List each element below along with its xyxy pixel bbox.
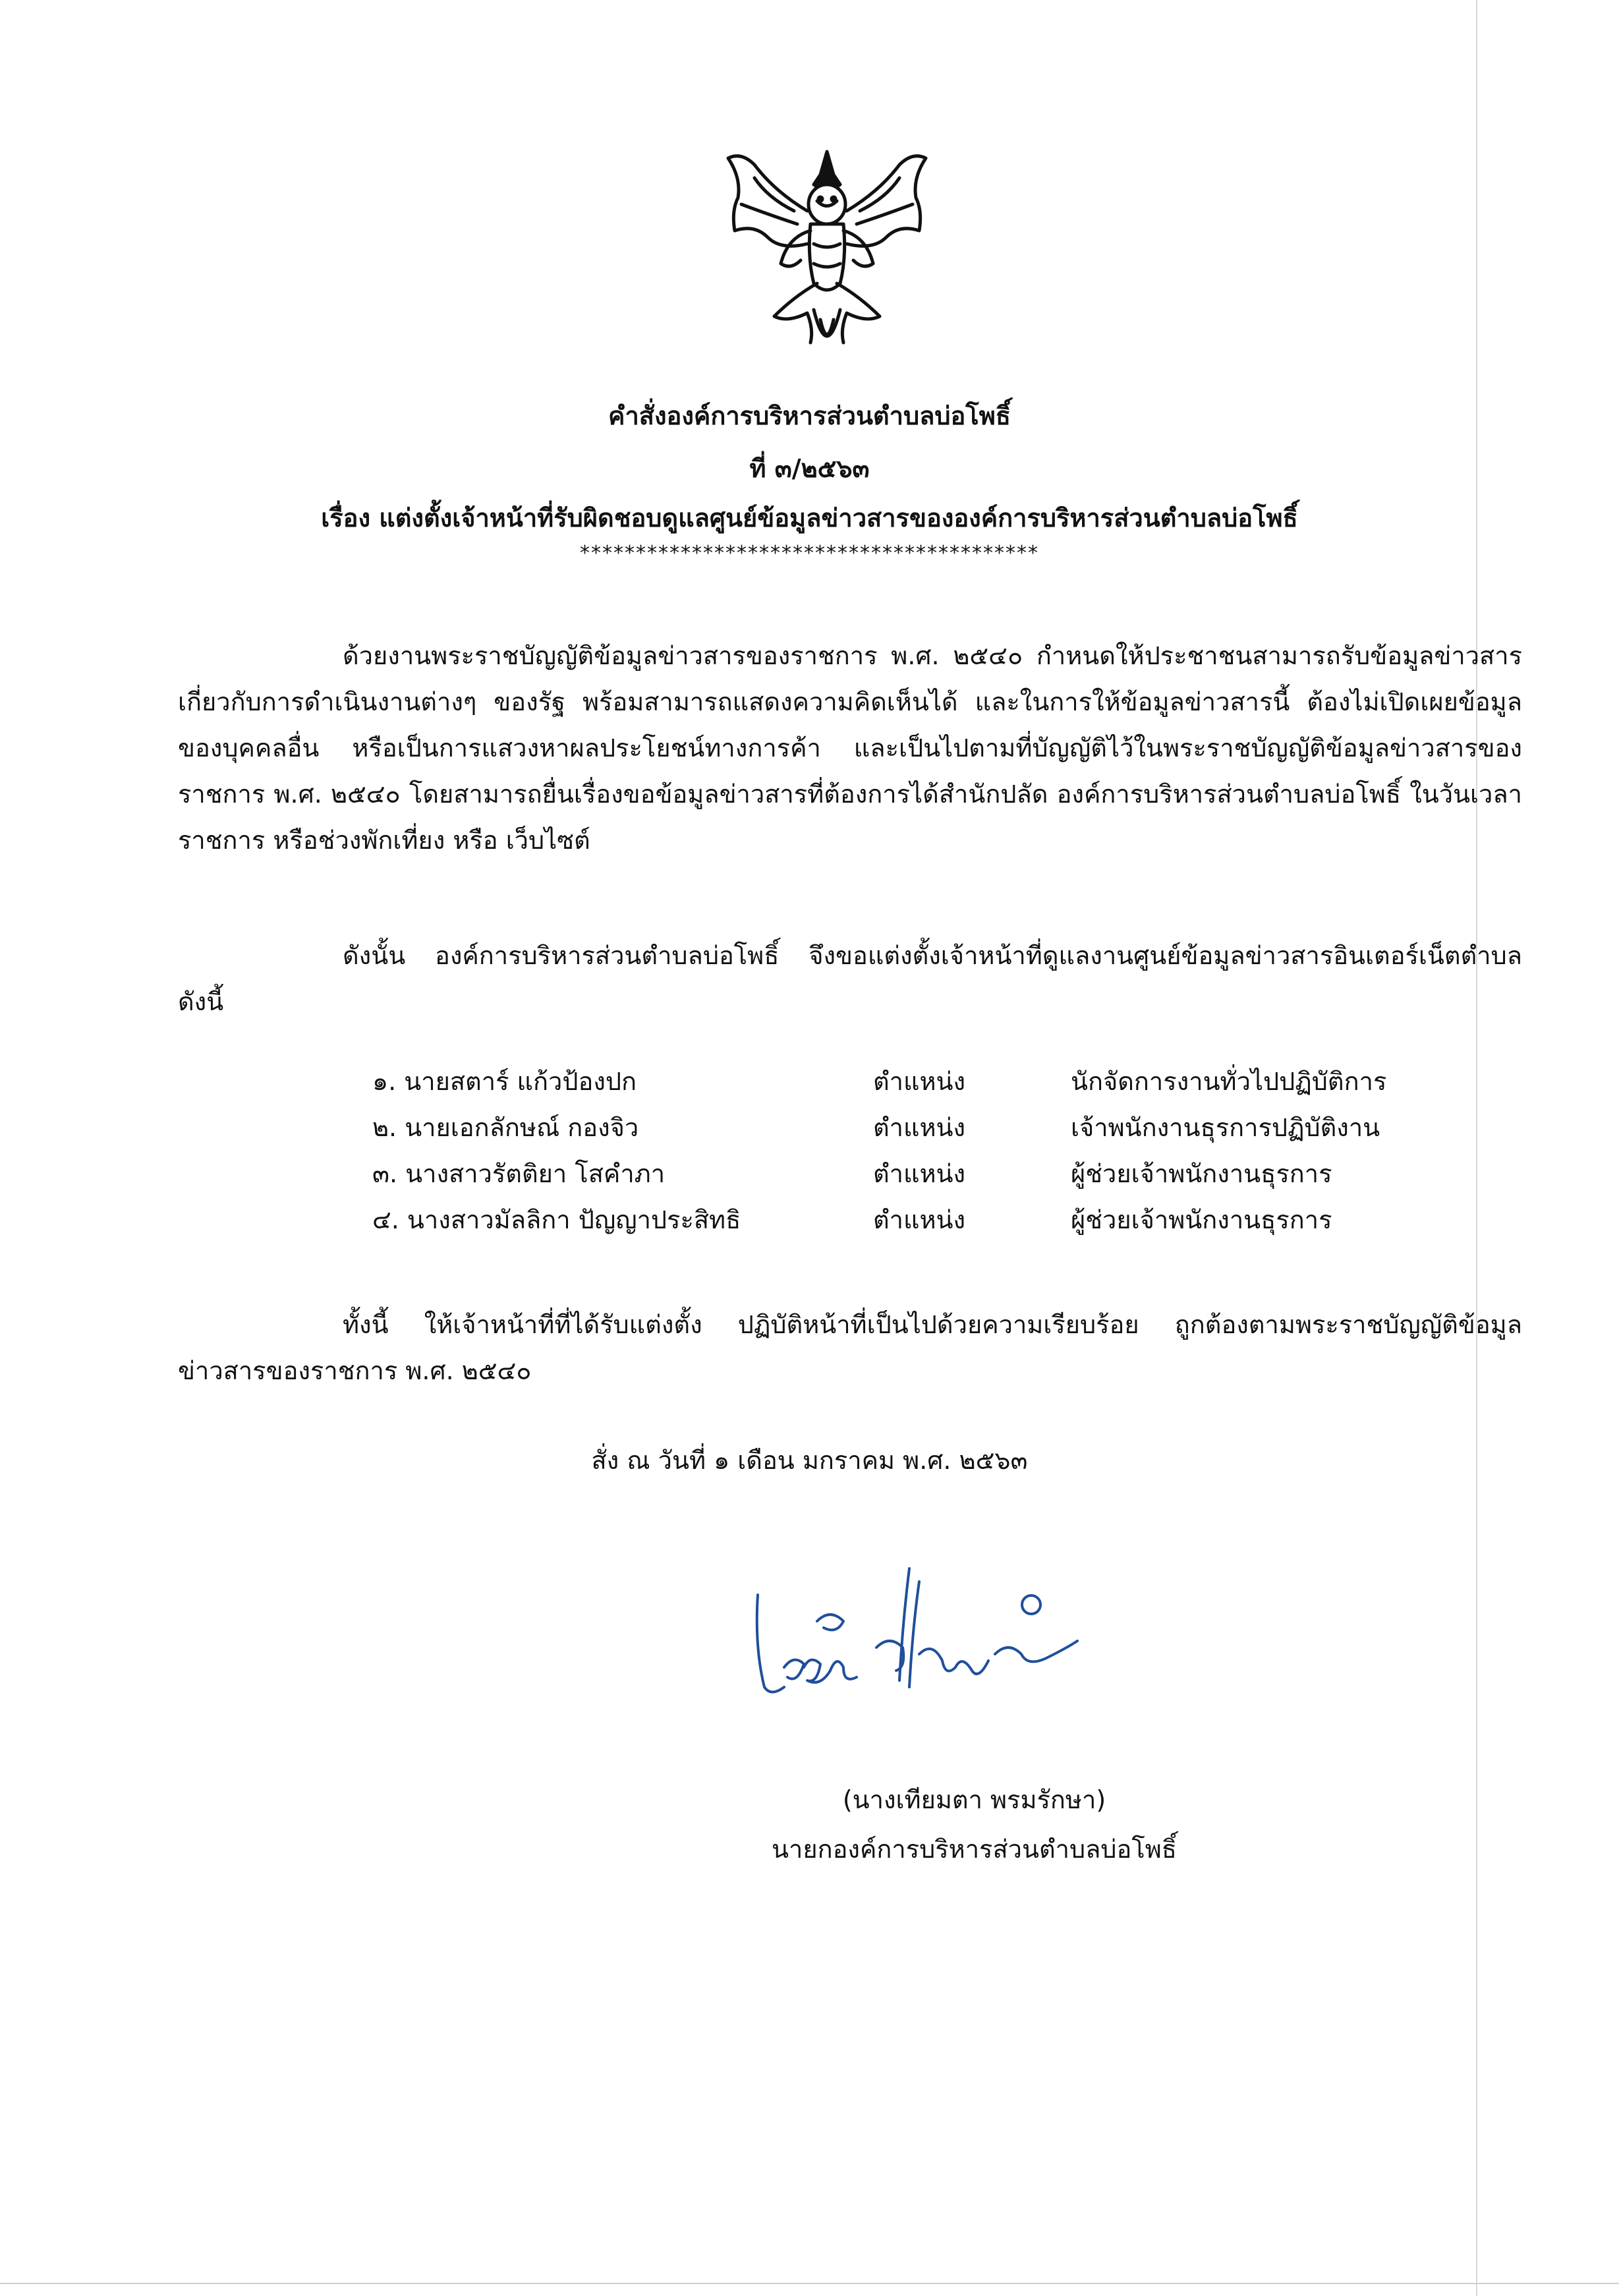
signatory-name: (นางเทียมตา พรมรักษา) xyxy=(842,1785,1106,1814)
staff-position-label: ตำแหน่ง xyxy=(873,1067,966,1096)
staff-position-label: ตำแหน่ง xyxy=(873,1205,966,1234)
paragraph-1 xyxy=(178,633,1522,863)
paragraph-2 xyxy=(178,933,1522,1025)
paragraph-2-text: ดังนั้น องค์การบริหารส่วนตำบลบ่อโพธิ์ จึงขอแต่งตั้งเจ้าหน้าที่ดูแลงานศูนย์ข้อมูลข่าวสารอินเตอร์เน็ตตำบล ดังนี้ xyxy=(178,941,1522,1016)
signature-icon xyxy=(745,1555,1087,1733)
staff-name: ๒. นายเอกลักษณ์ กองจิว xyxy=(372,1113,639,1142)
order-title: คำสั่งองค์การบริหารส่วนตำบลบ่อโพธิ์ xyxy=(608,401,1011,430)
staff-name: ๓. นางสาวรัตติยา โสคำภา xyxy=(372,1159,666,1188)
order-subject: เรื่อง แต่งตั้งเจ้าหน้าที่รับผิดชอบดูแลศูนย์ข้อมูลข่าวสารขององค์การบริหารส่วนตำบลบ่อโพธิ์ xyxy=(321,503,1298,532)
staff-position: เจ้าพนักงานธุรการปฏิบัติงาน xyxy=(1071,1113,1380,1142)
paragraph-3-text: ทั้งนี้ ให้เจ้าหน้าที่ที่ได้รับแต่งตั้ง ปฏิบัติหน้าที่เป็นไปด้วยความเรียบร้อย ถูกต้องตามพระราชบัญญัติข้อมูลข่าวสารของราชการ พ.ศ. ๒๕๔๐ xyxy=(178,1310,1522,1385)
staff-position: นักจัดการงานทั่วไปปฏิบัติการ xyxy=(1071,1067,1387,1096)
order-date: สั่ง ณ วันที่ ๑ เดือน มกราคม พ.ศ. ๒๕๖๓ xyxy=(591,1446,1028,1475)
staff-position-label: ตำแหน่ง xyxy=(873,1159,966,1188)
signatory-title: นายกองค์การบริหารส่วนตำบลบ่อโพธิ์ xyxy=(772,1835,1177,1864)
order-number: ที่ ๓/๒๕๖๓ xyxy=(749,454,870,483)
page-edge-right xyxy=(1476,0,1477,2296)
garuda-emblem-icon xyxy=(715,138,939,369)
paragraph-3 xyxy=(178,1302,1522,1394)
staff-name: ๑. นายสตาร์ แก้วป้องปก xyxy=(372,1067,637,1096)
paragraph-1-text: ด้วยงานพระราชบัญญัติข้อมูลข่าวสารของราชการ พ.ศ. ๒๕๔๐ กำหนดให้ประชาชนสามารถรับข้อมูลข่าวสารเกี่ยวกับการดำเนินงานต่างๆ ของรัฐ พร้อมสามารถแสดงความคิดเห็นได้ และในการให้ข้อมูลข่าวสารนี้ ต้องไม่เปิดเผยข้อมูลของบุคคลอื่น หรือเป็นการแสวงหาผลประโยชน์ทางการค้า และเป็นไปตามที่บัญญัติไว้ในพระราชบัญญัติข้อมูลข่าวสารของราชการ พ.ศ. ๒๕๔๐ โดยสามารถยื่นเรื่องขอข้อมูลข่าวสารที่ต้องการได้สำนักปลัด องค์การบริหารส่วนตำบลบ่อโพธิ์ ในวันเวลาราชการ หรือช่วงพักเที่ยง หรือ เว็บไซต์ xyxy=(178,641,1522,855)
staff-name: ๔. นางสาวมัลลิกา ปัญญาประสิทธิ xyxy=(372,1205,741,1234)
staff-position-label: ตำแหน่ง xyxy=(873,1113,966,1142)
staff-position: ผู้ช่วยเจ้าพนักงานธุรการ xyxy=(1071,1159,1332,1188)
page-edge-bottom xyxy=(0,2283,1619,2284)
staff-position: ผู้ช่วยเจ้าพนักงานธุรการ xyxy=(1071,1205,1332,1234)
separator-stars: ***************************************** xyxy=(580,542,1039,565)
